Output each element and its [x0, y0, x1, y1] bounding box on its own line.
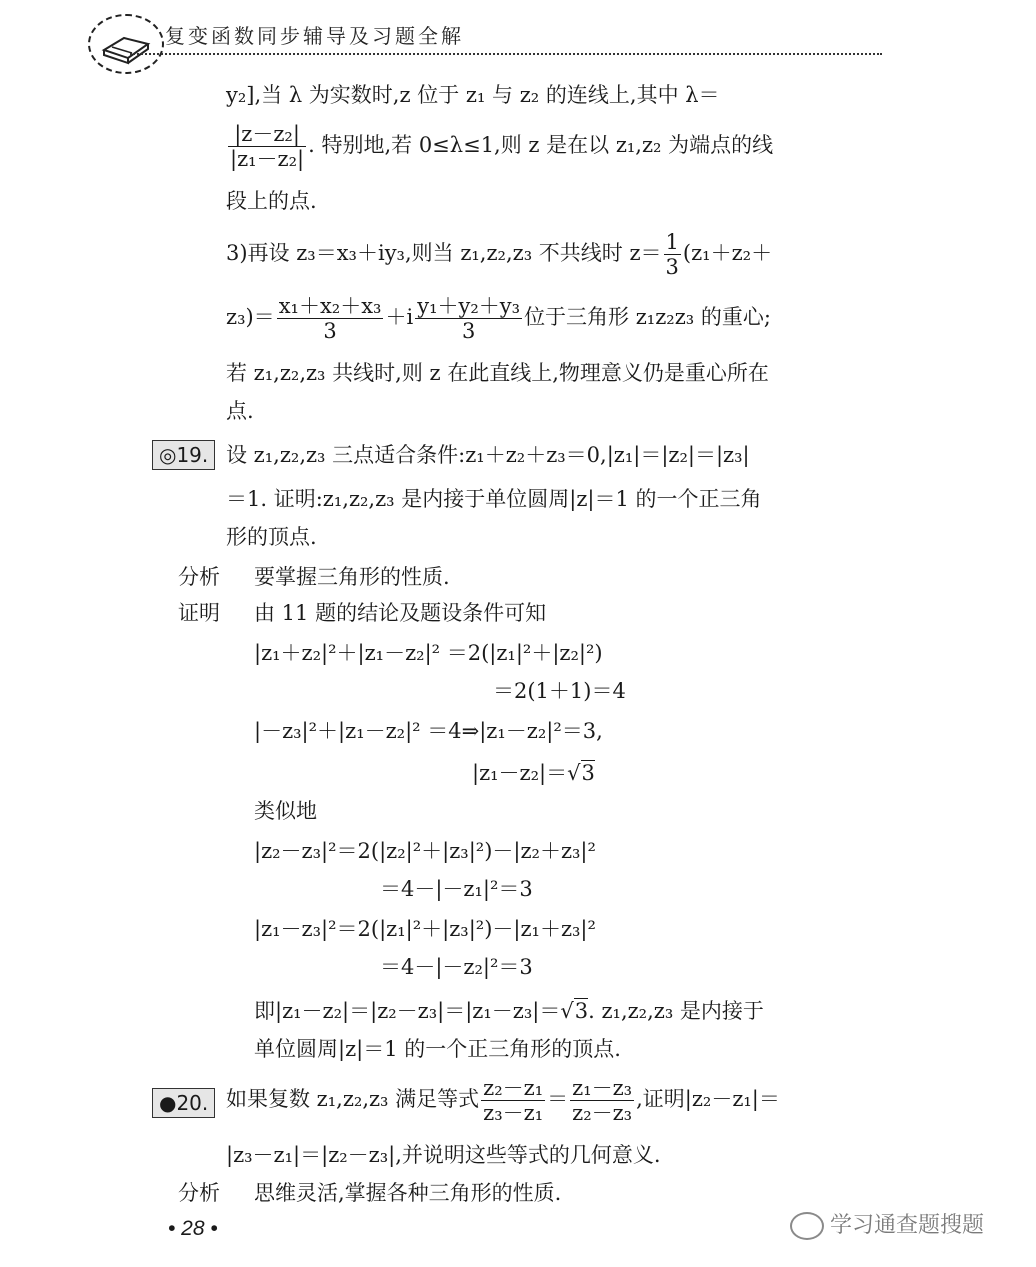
question-19-line: 设 z₁,z₂,z₃ 三点适合条件:z₁＋z₂＋z₃＝0,|z₁|＝|z₂|＝|z₃| — [226, 443, 750, 467]
text-line: 点. — [226, 399, 254, 423]
analysis-label: 分析 — [178, 1181, 220, 1205]
text-line-fraction — [226, 122, 773, 171]
text-segment: . z₁,z₂,z₃ 是内接于 — [588, 999, 764, 1023]
fraction — [481, 1076, 545, 1125]
fraction — [570, 1076, 634, 1125]
fraction-numerator: z₁－z₃ — [572, 1076, 633, 1100]
book-logo-icon — [88, 14, 164, 74]
radicand: 3 — [581, 761, 595, 785]
text-segment: 即|z₁－z₂|＝|z₂－z₃|＝|z₁－z₃|＝√ — [254, 999, 574, 1023]
fraction-denominator: z₃－z₁ — [483, 1101, 544, 1125]
text-segment: ,证明|z₂－z₁|＝ — [636, 1087, 780, 1111]
text-segment: . 特别地,若 0≤λ≤1,则 z 是在以 z₁,z₂ 为端点的线 — [308, 133, 774, 157]
header-divider — [130, 53, 882, 55]
watermark — [790, 1208, 984, 1240]
analysis-label: 分析 — [178, 565, 220, 589]
fraction — [277, 294, 384, 343]
fraction — [664, 230, 681, 279]
equation-line — [472, 758, 595, 788]
text-line: 段上的点. — [226, 189, 317, 213]
analysis-text: 要掌握三角形的性质. — [254, 565, 450, 589]
fraction-denominator: 3 — [323, 319, 337, 343]
chat-bubble-icon — [790, 1212, 824, 1240]
text-segment: (z₁＋z₂＋ — [682, 241, 773, 265]
fraction-denominator: 3 — [665, 255, 679, 279]
equation-line: |z₁－z₃|²＝2(|z₁|²＋|z₃|²)－|z₁＋z₃|² — [254, 917, 596, 941]
proof-text: 由 11 题的结论及题设条件可知 — [254, 601, 547, 625]
question-19-line: ＝1. 证明:z₁,z₂,z₃ 是内接于单位圆周|z|＝1 的一个正三角 — [226, 487, 762, 511]
equation-line: |－z₃|²＋|z₁－z₂|² ＝4⇒|z₁－z₂|²＝3, — [254, 719, 603, 743]
text-segment: 位于三角形 z₁z₂z₃ 的重心; — [524, 305, 771, 329]
fraction-numerator: z₂－z₁ — [483, 1076, 544, 1100]
fraction-numerator: x₁＋x₂＋x₃ — [278, 294, 382, 318]
text-segment: ＝ — [547, 1087, 569, 1111]
text-line-fraction — [226, 230, 772, 279]
text-line: 若 z₁,z₂,z₃ 共线时,则 z 在此直线上,物理意义仍是重心所在 — [226, 361, 769, 385]
text-segment: |z₁－z₂|＝√ — [472, 761, 581, 785]
conclusion-line: 单位圆周|z|＝1 的一个正三角形的顶点. — [254, 1037, 621, 1061]
text-segment: z₃)＝ — [226, 305, 275, 329]
question-20-line — [226, 1076, 780, 1125]
question-19-label: ◎19. — [152, 440, 215, 470]
fraction-denominator: z₂－z₃ — [572, 1101, 633, 1125]
fraction-numerator: 1 — [665, 230, 679, 254]
question-20-label: ●20. — [152, 1088, 215, 1118]
watermark-text: 学习通查题搜题 — [830, 1213, 985, 1238]
text-line-fraction — [226, 294, 771, 343]
analysis-text: 思维灵活,掌握各种三角形的性质. — [254, 1181, 562, 1205]
fraction — [228, 122, 306, 171]
text-segment: 如果复数 z₁,z₂,z₃ 满足等式 — [226, 1087, 480, 1111]
fraction-denominator: 3 — [461, 319, 476, 343]
question-number-badge — [152, 1088, 215, 1118]
text-segment: 3)再设 z₃＝x₃＋iy₃,则当 z₁,z₂,z₃ 不共线时 z＝ — [226, 241, 662, 265]
fraction-numerator: y₁＋y₂＋y₃ — [417, 294, 521, 318]
equation-line: ＝4－|－z₂|²＝3 — [380, 955, 533, 979]
text-line: 类似地 — [254, 799, 317, 823]
page-number: • 28 • — [168, 1217, 218, 1240]
conclusion-line — [254, 996, 764, 1026]
text-line: y₂],当 λ 为实数时,z 位于 z₁ 与 z₂ 的连线上,其中 λ＝ — [226, 83, 720, 107]
fraction — [415, 294, 522, 343]
question-number-badge — [152, 440, 215, 470]
equation-line: |z₁＋z₂|²＋|z₁－z₂|² ＝2(|z₁|²＋|z₂|²) — [254, 641, 603, 665]
equation-line: ＝4－|－z₁|²＝3 — [380, 877, 533, 901]
question-20-line: |z₃－z₁|＝|z₂－z₃|,并说明这些等式的几何意义. — [226, 1143, 661, 1167]
proof-label: 证明 — [178, 601, 220, 625]
equation-line: ＝2(1＋1)＝4 — [493, 679, 626, 703]
fraction-numerator: |z－z₂| — [228, 122, 306, 147]
text-segment: ＋i — [385, 305, 414, 329]
equation-line: |z₂－z₃|²＝2(|z₂|²＋|z₃|²)－|z₂＋z₃|² — [254, 839, 596, 863]
question-19-line: 形的顶点. — [226, 525, 317, 549]
fraction-denominator: |z₁－z₂| — [230, 147, 305, 171]
radicand: 3 — [574, 999, 589, 1023]
header-title: 复变函数同步辅导及习题全解 — [165, 24, 464, 48]
